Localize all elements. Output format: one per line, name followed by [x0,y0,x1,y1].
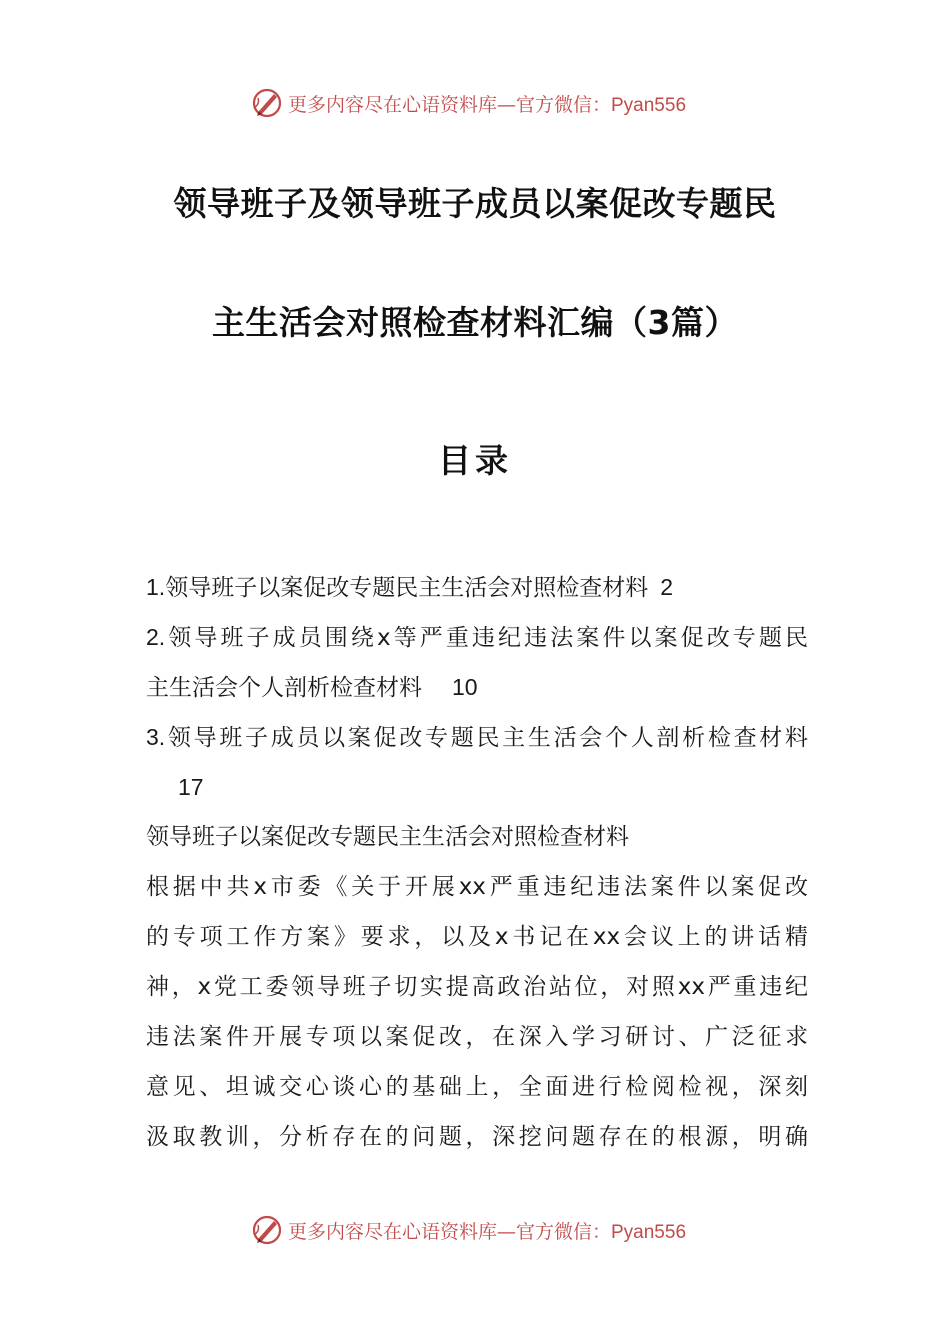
article-line-4: 违法案件开展专项以案促改，在深入学习研讨、广泛征求 [146,1024,808,1050]
article-line-5: 意见、坦诚交心谈心的基础上，全面进行检阅检视，深刻 [146,1074,808,1100]
article-line-6: 汲取教训，分析存在的问题，深挖问题存在的根源，明确 [146,1124,808,1150]
watermark-wechat-id: Pyan556 [611,94,687,116]
toc-item-1[interactable] [146,562,808,612]
toc-item-1-number: 1. [146,574,166,600]
header-watermark [0,83,950,123]
toc-item-2[interactable] [146,612,808,662]
toc-item-3-number: 3. [146,724,166,750]
pen-logo-icon [250,86,284,120]
toc-item-1-title: 领导班子以案促改专题民主生活会对照检查材料 [165,575,649,601]
toc-item-2-title-line-1: 领导班子成员围绕x等严重违纪违法案件以案促改专题民 [165,625,808,651]
toc-heading: 目录 [438,441,512,480]
article-heading: 领导班子以案促改专题民主生活会对照检查材料 [146,824,629,850]
toc-item-3[interactable] [146,712,808,762]
footer-watermark [0,1210,950,1250]
watermark-text [288,90,686,117]
watermark-label: 更多内容尽在心语资料库—官方微信： [287,1220,611,1243]
toc-item-2-number: 2. [146,624,166,650]
toc-list [146,562,808,1162]
watermark-wechat-id: Pyan556 [611,1221,687,1243]
toc-item-3-title: 领导班子成员以案促改专题民主生活会个人剖析检查材料 [165,725,808,751]
watermark-label: 更多内容尽在心语资料库—官方微信： [287,93,611,116]
pen-logo-icon [250,1213,284,1247]
toc-item-1-page: 2 [660,574,673,600]
toc-item-3-page: 17 [178,774,204,800]
document-title-line-1: 领导班子及领导班子成员以案促改专题民 [173,184,777,223]
watermark-text [288,1217,686,1244]
article-line-1: 根据中共x市委《关于开展xx严重违纪违法案件以案促改 [146,874,808,900]
document-title-line-2: 主生活会对照检查材料汇编（3篇） [212,303,738,342]
article-line-2: 的专项工作方案》要求，以及x书记在xx会议上的讲话精 [146,924,808,950]
toc-item-2-title-line-2: 主生活会个人剖析检查材料 [146,675,422,701]
toc-item-2-continued[interactable] [146,662,808,712]
article-line-3: 神，x党工委领导班子切实提高政治站位，对照xx严重违纪 [146,974,808,1000]
toc-item-2-page: 10 [452,674,478,700]
toc-item-3-continued[interactable] [146,762,808,812]
